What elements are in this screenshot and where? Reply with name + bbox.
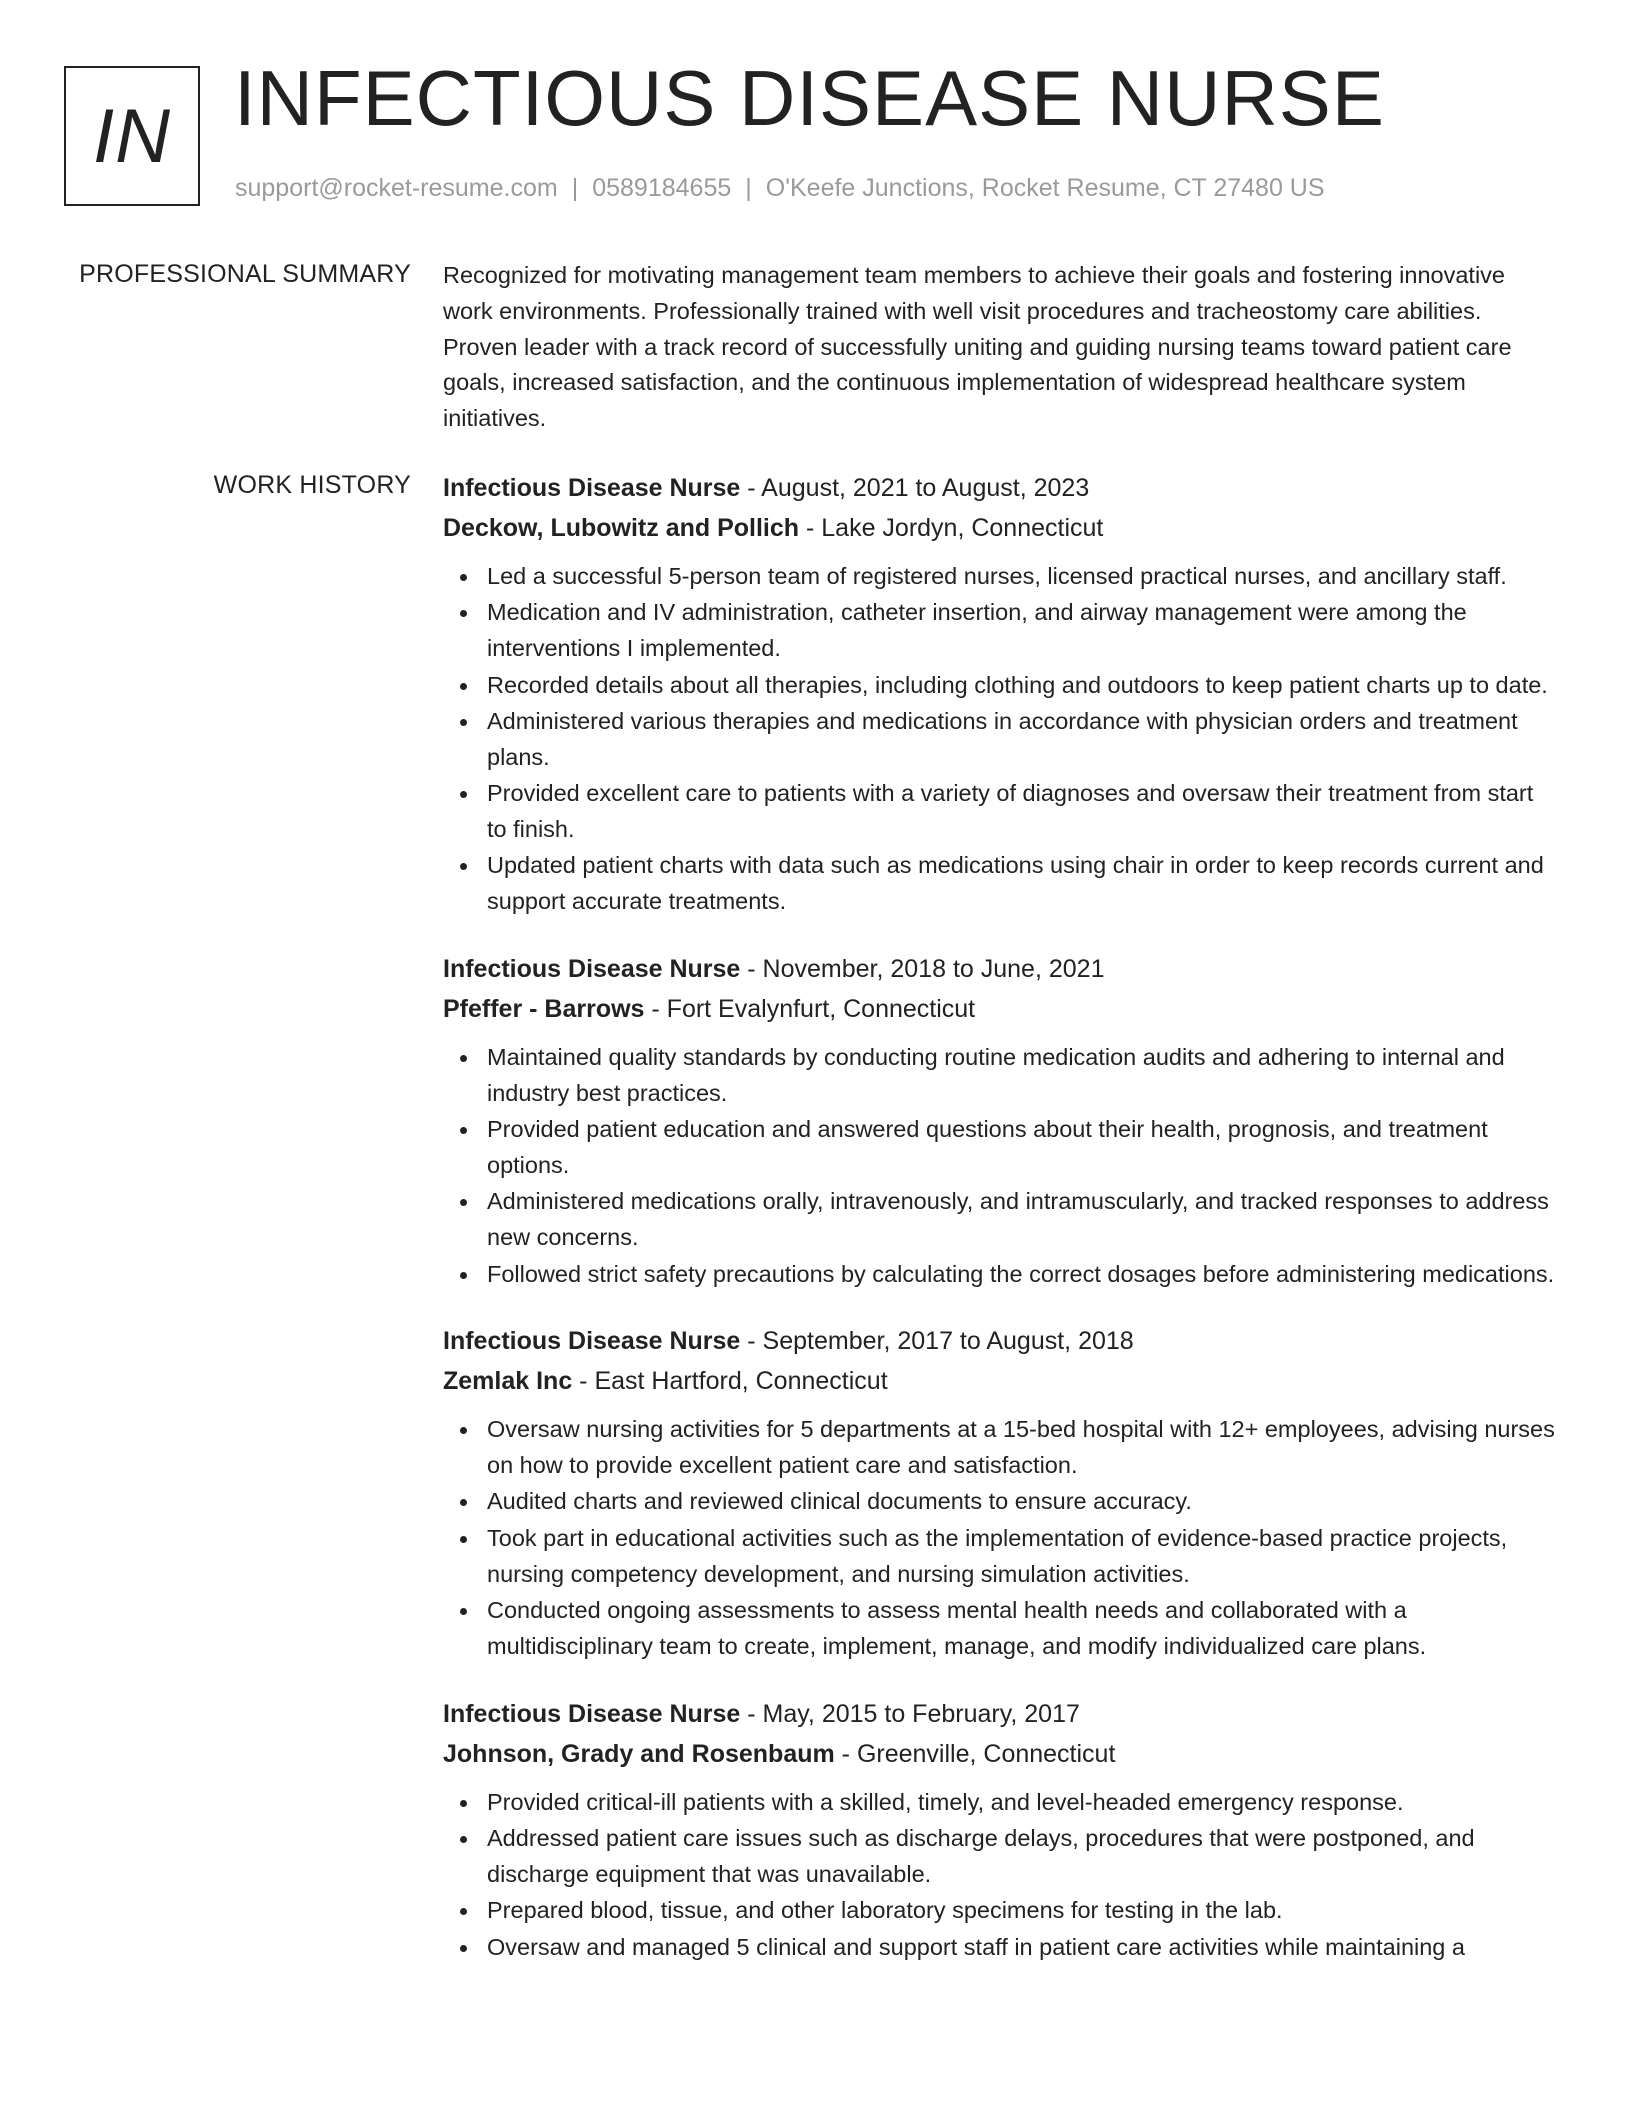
contact-separator: |	[571, 174, 579, 202]
job-bullet: Prepared blood, tissue, and other laboratory specimens for testing in the lab.	[487, 1893, 1558, 1929]
job-employer: Zemlak Inc	[443, 1367, 573, 1396]
contact-email: support@rocket-resume.com	[235, 174, 558, 202]
job-bullets	[443, 1785, 1558, 1966]
job-title-line	[443, 1694, 1558, 1734]
contact-line	[235, 174, 1325, 203]
job-bullet: Updated patient charts with data such as medications using chair in order to keep records current and support accurate treatments.	[487, 848, 1558, 920]
contact-phone: 0589184655	[592, 174, 732, 202]
job-employer-line	[443, 508, 1558, 548]
work-section-label: WORK HISTORY	[213, 471, 411, 499]
job-bullet: Followed strict safety precautions by calculating the correct dosages before administering medications.	[487, 1257, 1558, 1293]
job-employer-line	[443, 1734, 1558, 1774]
job-bullet: Audited charts and reviewed clinical documents to ensure accuracy.	[487, 1484, 1558, 1520]
monogram-badge	[64, 66, 200, 206]
job-entry	[443, 949, 1558, 1292]
job-bullet: Administered medications orally, intravenously, and intramuscularly, and tracked responses to address new concerns.	[487, 1184, 1558, 1256]
job-bullet: Provided patient education and answered questions about their health, prognosis, and treatment options.	[487, 1112, 1558, 1184]
job-title: Infectious Disease Nurse	[443, 1699, 741, 1728]
job-dates: - May, 2015 to February, 2017	[740, 1699, 1080, 1728]
resume-title: INFECTIOUS DISEASE NURSE	[234, 54, 1385, 142]
job-bullet: Oversaw and managed 5 clinical and support staff in patient care activities while maintaining a	[487, 1930, 1558, 1966]
job-title: Infectious Disease Nurse	[443, 474, 741, 502]
job-bullets	[443, 559, 1558, 920]
job-location: - Fort Evalynfurt, Connecticut	[644, 994, 976, 1023]
job-employer: Johnson, Grady and Rosenbaum	[443, 1739, 835, 1768]
job-bullets	[443, 1412, 1558, 1664]
job-entry	[443, 468, 1558, 920]
job-title-line	[443, 949, 1558, 989]
job-bullet: Conducted ongoing assessments to assess mental health needs and collaborated with a multidisciplinary team to create, implement, manage, and modify individualized care plans.	[487, 1593, 1558, 1665]
job-bullet: Addressed patient care issues such as discharge delays, procedures that were postponed, and discharge equipment that was unavailable.	[487, 1821, 1558, 1893]
job-title: Infectious Disease Nurse	[443, 1327, 741, 1356]
job-bullet: Provided excellent care to patients with a variety of diagnoses and oversaw their treatment from start to finish.	[487, 776, 1558, 848]
summary-section-label: PROFESSIONAL SUMMARY	[79, 260, 411, 288]
job-title-line	[443, 1321, 1558, 1361]
contact-separator: |	[745, 174, 752, 202]
job-location: - Lake Jordyn, Connecticut	[799, 514, 1104, 542]
monogram-initials: IN	[93, 93, 171, 179]
summary-text: Recognized for motivating management team members to achieve their goals and fostering innovative work environments. Professionally trained with well visit procedures and tracheostomy care abilities. Proven leader with a track record of successfully uniting and guiding nursing teams toward patient care goals, increased satisfaction, and the continuous implementation of widespread healthcare system initiatives.	[443, 262, 1512, 432]
job-employer-line	[443, 1361, 1558, 1401]
job-location: - Greenville, Connecticut	[834, 1739, 1116, 1768]
job-bullet: Oversaw nursing activities for 5 departments at a 15-bed hospital with 12+ employees, advising nurses on how to provide excellent patient care and satisfaction.	[487, 1412, 1558, 1484]
job-bullet: Provided critical-ill patients with a skilled, timely, and level-headed emergency response.	[487, 1785, 1558, 1821]
job-dates: - September, 2017 to August, 2018	[740, 1327, 1134, 1356]
job-bullet: Recorded details about all therapies, including clothing and outdoors to keep patient charts up to date.	[487, 668, 1558, 704]
job-entry	[443, 1694, 1558, 1966]
job-bullet: Took part in educational activities such as the implementation of evidence-based practice projects, nursing competency development, and nursing simulation activities.	[487, 1521, 1558, 1593]
job-employer: Deckow, Lubowitz and Pollich	[443, 514, 800, 542]
job-employer-line	[443, 989, 1558, 1029]
job-bullet: Administered various therapies and medications in accordance with physician orders and treatment plans.	[487, 704, 1558, 776]
job-bullet: Led a successful 5-person team of registered nurses, licensed practical nurses, and ancillary staff.	[487, 559, 1558, 595]
job-bullet: Maintained quality standards by conducting routine medication audits and adhering to internal and industry best practices.	[487, 1040, 1558, 1112]
job-title-line	[443, 468, 1558, 508]
job-bullet: Medication and IV administration, catheter insertion, and airway management were among the interventions I implemented.	[487, 595, 1558, 667]
job-employer: Pfeffer - Barrows	[443, 994, 645, 1023]
job-dates: - November, 2018 to June, 2021	[740, 954, 1105, 983]
job-dates: - August, 2021 to August, 2023	[740, 474, 1090, 502]
contact-address: O'Keefe Junctions, Rocket Resume, CT 27480 US	[765, 174, 1325, 202]
job-title: Infectious Disease Nurse	[443, 954, 741, 983]
job-bullets	[443, 1040, 1558, 1292]
work-history	[443, 468, 1558, 1994]
job-entry	[443, 1321, 1558, 1664]
job-location: - East Hartford, Connecticut	[572, 1367, 888, 1396]
